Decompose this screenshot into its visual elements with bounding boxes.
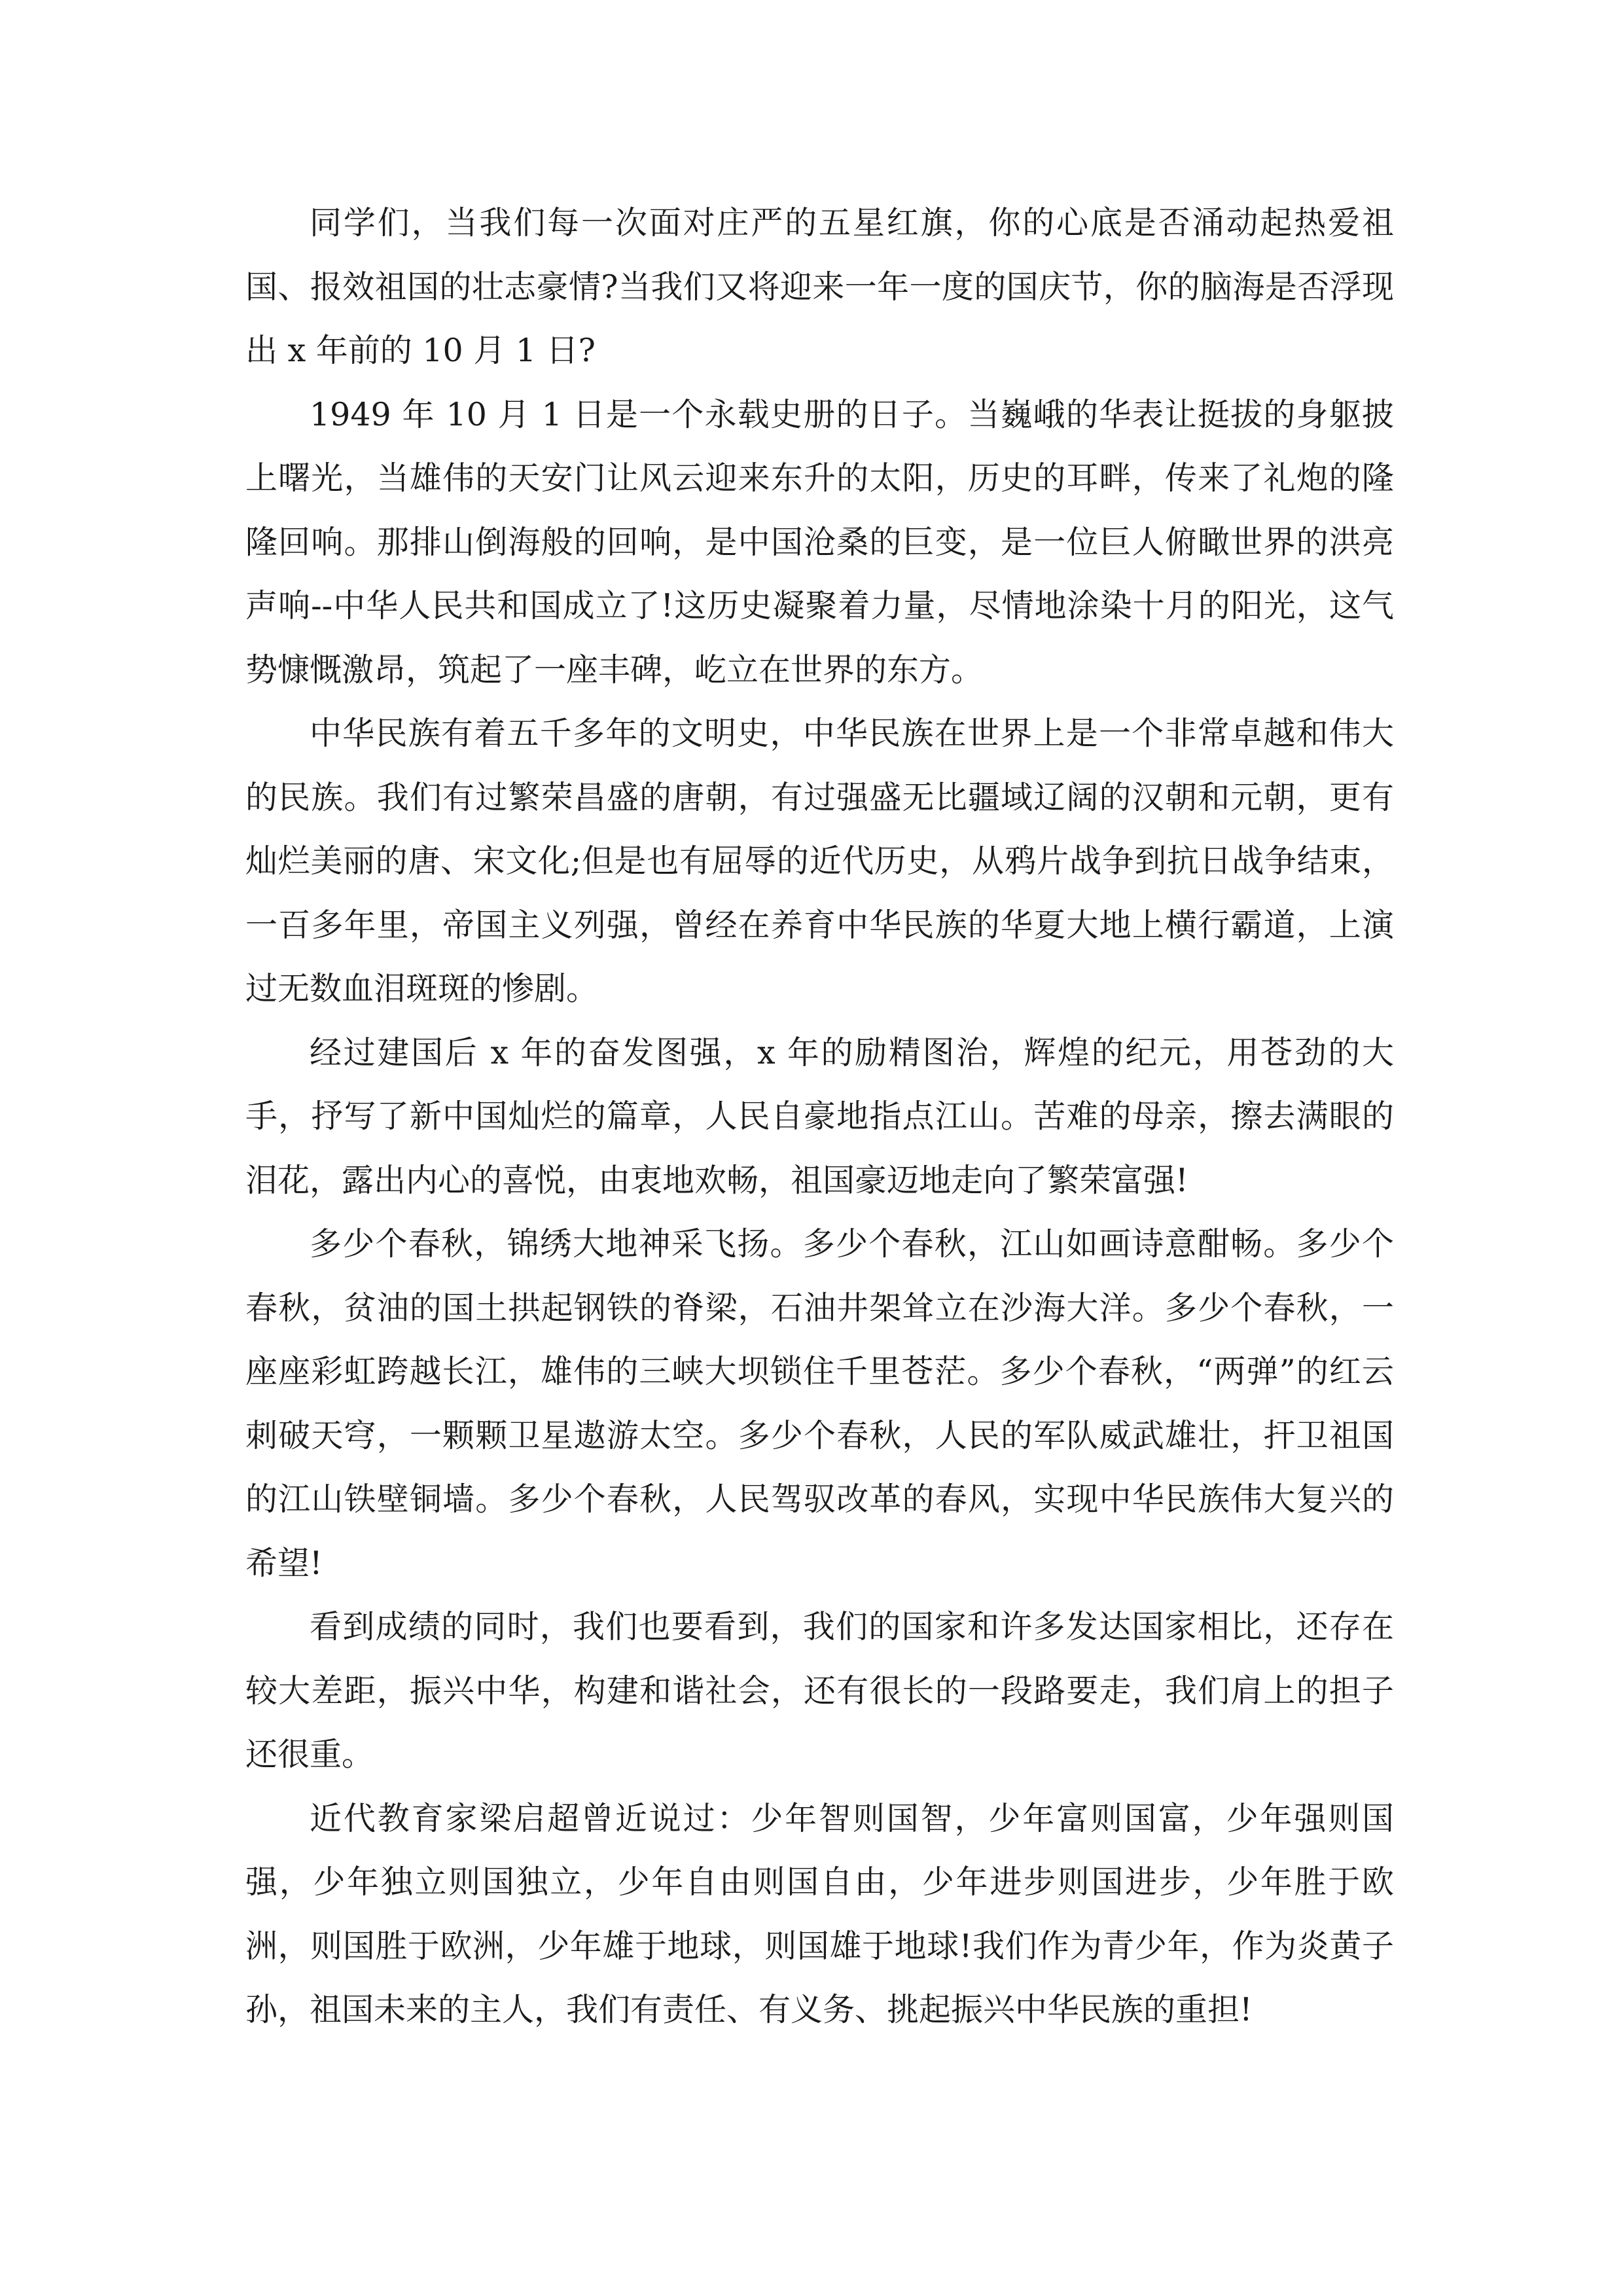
paragraph-4: 经过建国后 x 年的奋发图强，x 年的励精图治，辉煌的纪元，用苍劲的大手，抒写了新中国灿烂的篇章，人民自豪地指点江山。苦难的母亲，擦去满眼的泪花，露出内心的喜悦，由衷地欢畅，祖国豪迈地走向了繁荣富强!: [245, 1033, 1394, 1199]
paragraph-3: 中华民族有着五千多年的文明史，中华民族在世界上是一个非常卓越和伟大的民族。我们有过繁荣昌盛的唐朝，有过强盛无比疆域辽阔的汉朝和元朝，更有灿烂美丽的唐、宋文化;但是也有屈辱的近代历史，从鸦片战争到抗日战争结束，一百多年里，帝国主义列强，曾经在养育中华民族的华夏大地上横行霸道，上演过无数血泪斑斑的惨剧。: [245, 715, 1394, 1007]
paragraph-5: 多少个春秋，锦绣大地神采飞扬。多少个春秋，江山如画诗意酣畅。多少个春秋，贫油的国土拱起钢铁的脊梁，石油井架耸立在沙海大洋。多少个春秋，一座座彩虹跨越长江，雄伟的三峡大坝锁住千里苍茫。多少个春秋，“两弹”的红云刺破天穹，一颗颗卫星遨游太空。多少个春秋，人民的军队威武雄壮，扞卫祖国的江山铁壁铜墙。多少个春秋，人民驾驭改革的春风，实现中华民族伟大复兴的希望!: [245, 1225, 1394, 1582]
paragraph-7: 近代教育家梁启超曾近说过：少年智则国智，少年富则国富，少年强则国强，少年独立则国独立，少年自由则国自由，少年进步则国进步，少年胜于欧洲，则国胜于欧洲，少年雄于地球，则国雄于地球!我们作为青少年，作为炎黄子孙，祖国未来的主人，我们有责任、有义务、挑起振兴中华民族的重担!: [245, 1799, 1394, 2028]
paragraph-1: 同学们，当我们每一次面对庄严的五星红旗，你的心底是否涌动起热爱祖国、报效祖国的壮志豪情?当我们又将迎来一年一度的国庆节，你的脑海是否浮现出 x 年前的 10 月 1 日?: [245, 204, 1394, 369]
document-body: [245, 191, 1394, 2042]
paragraph-2: 1949 年 10 月 1 日是一个永载史册的日子。当巍峨的华表让挺拔的身躯披上曙光，当雄伟的天安门让风云迎来东升的太阳，历史的耳畔，传来了礼炮的隆隆回响。那排山倒海般的回响，是中国沧桑的巨变，是一位巨人俯瞰世界的洪亮声响--中华人民共和国成立了!这历史凝聚着力量，尽情地涂染十月的阳光，这气势慷慨激昂，筑起了一座丰碑，屹立在世界的东方。: [245, 395, 1394, 689]
paragraph-6: 看到成绩的同时，我们也要看到，我们的国家和许多发达国家相比，还存在较大差距，振兴中华，构建和谐社会，还有很长的一段路要走，我们肩上的担子还很重。: [245, 1608, 1394, 1773]
